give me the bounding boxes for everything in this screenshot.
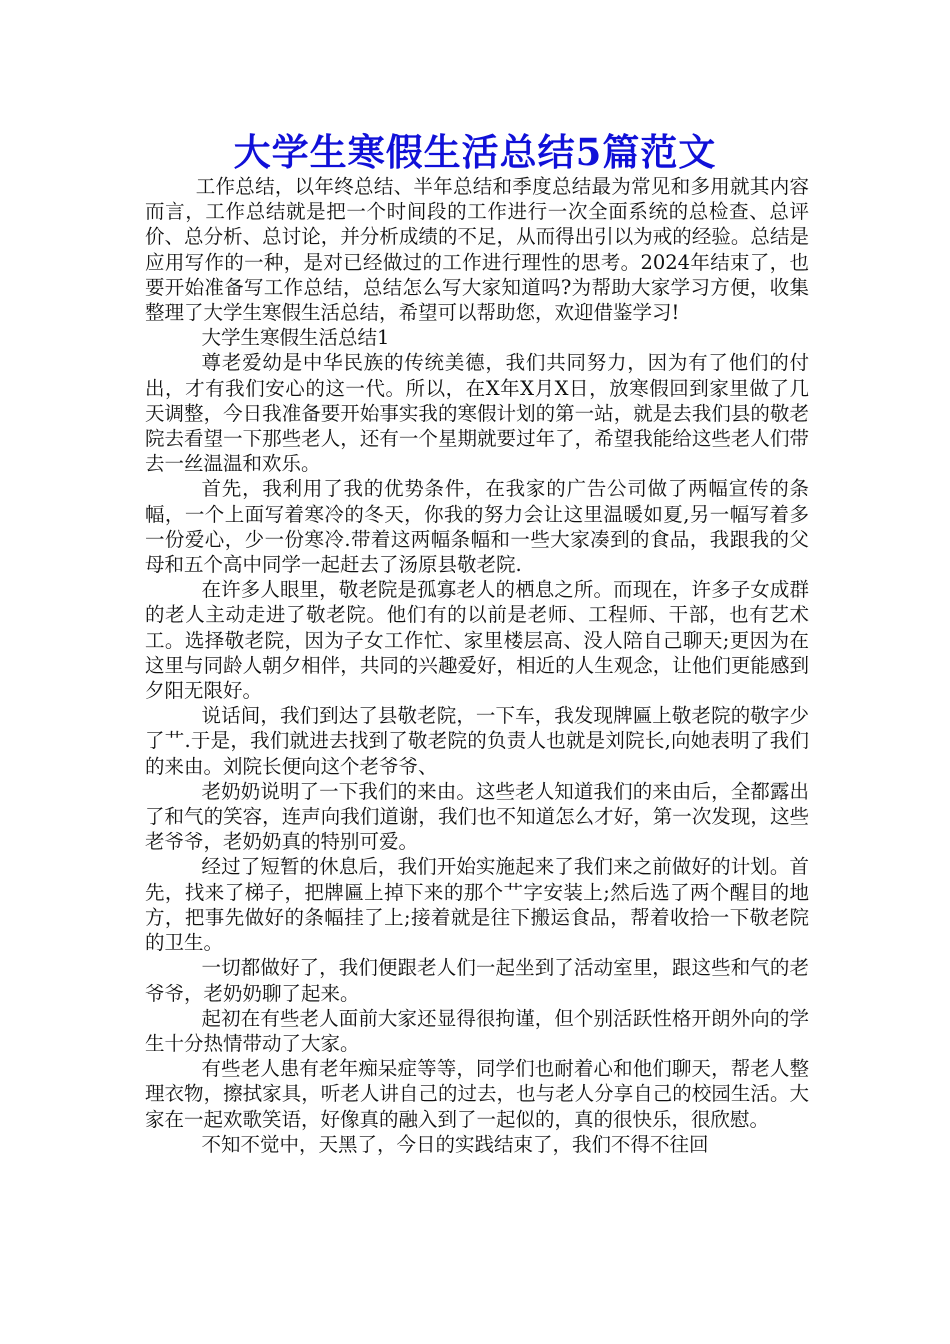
body-paragraph: 首先，我利用了我的优势条件，在我家的广告公司做了两幅宣传的条幅，一个上面写着寒冷的冬天，你我的努力会让这里温暖如夏,另一幅写着多一份爱心，少一份寒冷.带着这两幅条幅和一些大家凑到的食品，我跟我的父母和五个高中同学一起赶去了汤原县敬老院. xyxy=(145,477,809,577)
body-paragraph: 有些老人患有老年痴呆症等等，同学们也耐着心和他们聊天，帮老人整理衣物，擦拭家具，听老人讲自己的过去，也与老人分享自己的校园生活。大家在一起欢歌笑语，好像真的融入到了一起似的，真的很快乐，很欣慰。 xyxy=(145,1057,809,1131)
body-paragraph: 老奶奶说明了一下我们的来由。这些老人知道我们的来由后，全都露出了和气的笑容，连声向我们道谢，我们也不知道怎么才好，第一次发现，这些老爷爷，老奶奶真的特别可爱。 xyxy=(145,779,809,854)
body-paragraph: 在许多人眼里，敬老院是孤寡老人的栖息之所。而现在，许多子女成群的老人主动走进了敬老院。他们有的以前是老师、工程师、干部，也有艺术工。选择敬老院，因为子女工作忙、家里楼层高、没人陪自己聊天;更因为在这里与同龄人朝夕相伴，共同的兴趣爱好，相近的人生观念，让他们更能感到夕阳无限好。 xyxy=(145,578,809,703)
body-paragraph: 一切都做好了，我们便跟老人们一起坐到了活动室里，跟这些和气的老爷爷，老奶奶聊了起来。 xyxy=(145,956,809,1005)
body-paragraph: 尊老爱幼是中华民族的传统美德，我们共同努力，因为有了他们的付出，才有我们安心的这一代。所以，在X年X月X日，放寒假回到家里做了几天调整，今日我准备要开始事实我的寒假计划的第一站，就是去我们县的敬老院去看望一下那些老人，还有一个星期就要过年了，希望我能给这些老人们带去一丝温温和欢乐。 xyxy=(145,351,809,476)
document-body xyxy=(145,174,809,1157)
body-paragraph: 不知不觉中，天黑了，今日的实践结束了，我们不得不往回 xyxy=(201,1132,709,1156)
section-heading: 大学生寒假生活总结1 xyxy=(201,326,390,350)
document-title: 大学生寒假生活总结5篇范文 xyxy=(233,130,717,174)
intro-paragraph: 工作总结，以年终总结、半年总结和季度总结最为常见和多用就其内容而言，工作总结就是把一个时间段的工作进行一次全面系统的总检查、总评价、总分析、总讨论，并分析成绩的不足，从而得出引以为戒的经验。总结是应用写作的一种，是对已经做过的工作进行理性的思考。2024年结束了，也要开始准备写工作总结，总结怎么写大家知道吗?为帮助大家学习方便，收集整理了大学生寒假生活总结，希望可以帮助您，欢迎借鉴学习! xyxy=(145,175,809,325)
body-paragraph: 经过了短暂的休息后，我们开始实施起来了我们来之前做好的计划。首先，找来了梯子，把牌匾上掉下来的那个艹字安装上;然后选了两个醒目的地方，把事先做好的条幅挂了上;接着就是往下搬运食品，帮着收拾一下敬老院的卫生。 xyxy=(145,855,809,955)
body-paragraph: 起初在有些老人面前大家还显得很拘谨，但个别活跃性格开朗外向的学生十分热情带动了大家。 xyxy=(145,1006,809,1055)
body-paragraph: 说话间，我们到达了县敬老院，一下车，我发现牌匾上敬老院的敬字少了艹.于是，我们就进去找到了敬老院的负责人也就是刘院长,向她表明了我们的来由。刘院长便向这个老爷爷、 xyxy=(145,704,809,778)
